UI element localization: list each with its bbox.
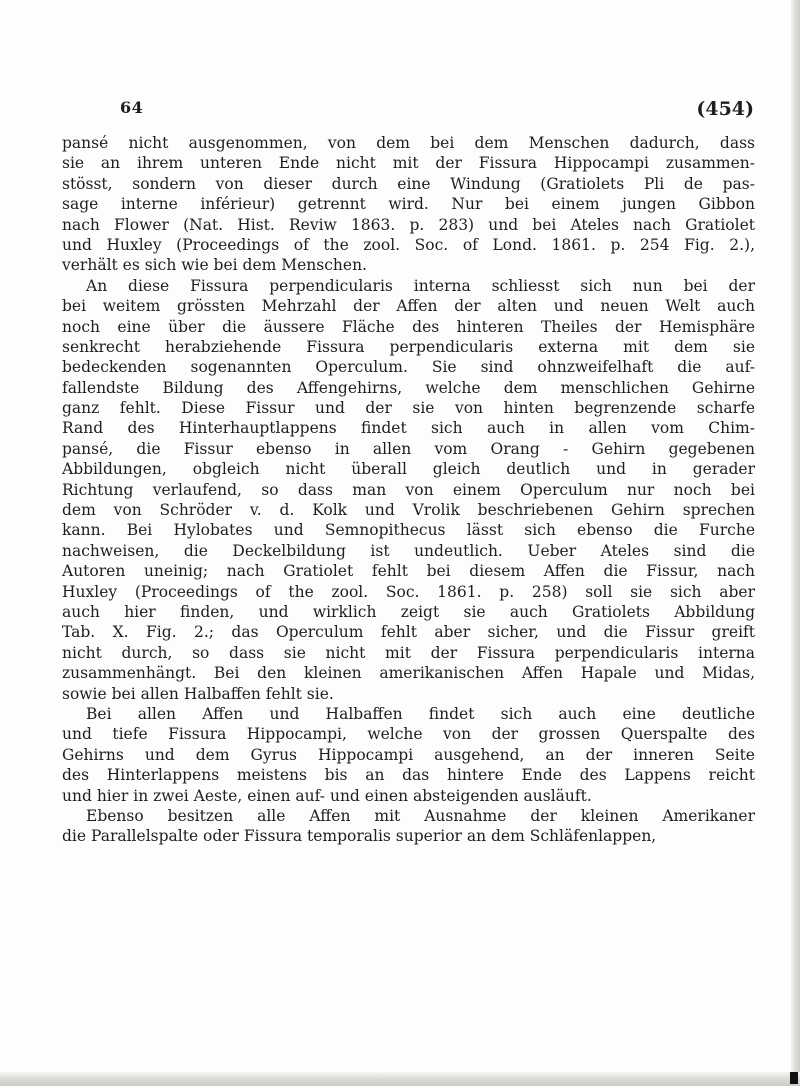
text-line: und Huxley (Proceedings of the zool. Soc. of Lond. 1861. p. 254 Fig. 2.), <box>62 235 755 254</box>
text-line: ganz fehlt. Diese Fissur und der sie von hinten begrenzende scharfe <box>62 399 755 418</box>
text-line: sie an ihrem unteren Ende nicht mit der Fissura Hippocampi zusammen- <box>62 154 755 173</box>
text-line: auch hier finden, und wirklich zeigt sie auch Gratiolets Abbildung <box>62 602 755 621</box>
text-line: Gehirns und dem Gyrus Hippocampi ausgehend, an der inneren Seite <box>62 745 755 764</box>
text-line: bei weitem grössten Mehrzahl der Affen der alten und neuen Welt auch <box>62 297 755 316</box>
text-line: Bei allen Affen und Halbaffen findet sich auch eine deutliche <box>86 704 755 723</box>
text-line: fallendste Bildung des Affengehirns, welche dem menschlichen Gehirne <box>62 378 755 397</box>
text-line: pansé, die Fissur ebenso in allen vom Orang - Gehirn gegebenen <box>62 439 755 458</box>
text-line: kann. Bei Hylobates und Semnopithecus lässt sich ebenso die Furche <box>62 521 755 540</box>
text-line: nachweisen, die Deckelbildung ist undeutlich. Ueber Ateles sind die <box>62 541 755 560</box>
text-line: nach Flower (Nat. Hist. Reviw 1863. p. 283) und bei Ateles nach Gratiolet <box>62 215 755 234</box>
text-line: des Hinterlappens meistens bis an das hintere Ende des Lappens reicht <box>62 766 755 785</box>
text-line: An diese Fissura perpendicularis interna schliesst sich nun bei der <box>86 276 755 295</box>
page-edge-bottom <box>0 1072 800 1086</box>
text-line: Huxley (Proceedings of the zool. Soc. 1861. p. 258) soll sie sich aber <box>62 582 755 601</box>
body-text <box>62 133 755 847</box>
text-line: zusammenhängt. Bei den kleinen amerikanischen Affen Hapale und Midas, <box>62 664 755 683</box>
text-line: Tab. X. Fig. 2.; das Operculum fehlt aber sicher, und die Fissur greift <box>62 623 755 642</box>
text-line: sowie bei allen Halbaffen fehlt sie. <box>62 684 334 703</box>
text-line: nicht durch, so dass sie nicht mit der Fissura perpendicularis interna <box>62 643 755 662</box>
text-line: die Parallelspalte oder Fissura temporalis superior an dem Schläfenlappen, <box>62 827 657 846</box>
page-edge-right <box>791 0 800 1086</box>
original-page-number: (454) <box>696 98 754 120</box>
text-line: Ebenso besitzen alle Affen mit Ausnahme der kleinen Amerikaner <box>86 806 755 825</box>
text-line: Richtung verlaufend, so dass man von einem Operculum nur noch bei <box>62 480 755 499</box>
text-line: und hier in zwei Aeste, einen auf- und einen absteigenden ausläuft. <box>62 786 592 805</box>
text-line: bedeckenden sogenannten Operculum. Sie sind ohnzweifelhaft die auf- <box>62 358 755 377</box>
text-line: dem von Schröder v. d. Kolk und Vrolik beschriebenen Gehirn sprechen <box>62 501 755 520</box>
text-line: verhält es sich wie bei dem Menschen. <box>62 256 367 275</box>
text-line: sage interne inférieur) getrennt wird. Nur bei einem jungen Gibbon <box>62 195 755 214</box>
text-line: Autoren uneinig; nach Gratiolet fehlt bei diesem Affen die Fissur, nach <box>62 562 755 581</box>
page-number: 64 <box>120 98 144 117</box>
text-line: noch eine über die äussere Fläche des hinteren Theiles der Hemisphäre <box>62 317 755 336</box>
running-head <box>62 98 754 126</box>
text-line: und tiefe Fissura Hippocampi, welche von der grossen Querspalte des <box>62 725 755 744</box>
scan-corner-mark <box>790 1072 798 1084</box>
text-line: senkrecht herabziehende Fissura perpendicularis externa mit dem sie <box>62 337 755 356</box>
text-line: stösst, sondern von dieser durch eine Windung (Gratiolets Pli de pas- <box>62 174 755 193</box>
text-line: Rand des Hinterhauptlappens findet sich auch in allen vom Chim- <box>62 419 755 438</box>
text-line: pansé nicht ausgenommen, von dem bei dem Menschen dadurch, dass <box>62 134 755 152</box>
text-line: Abbildungen, obgleich nicht überall gleich deutlich und in gerader <box>62 460 755 479</box>
